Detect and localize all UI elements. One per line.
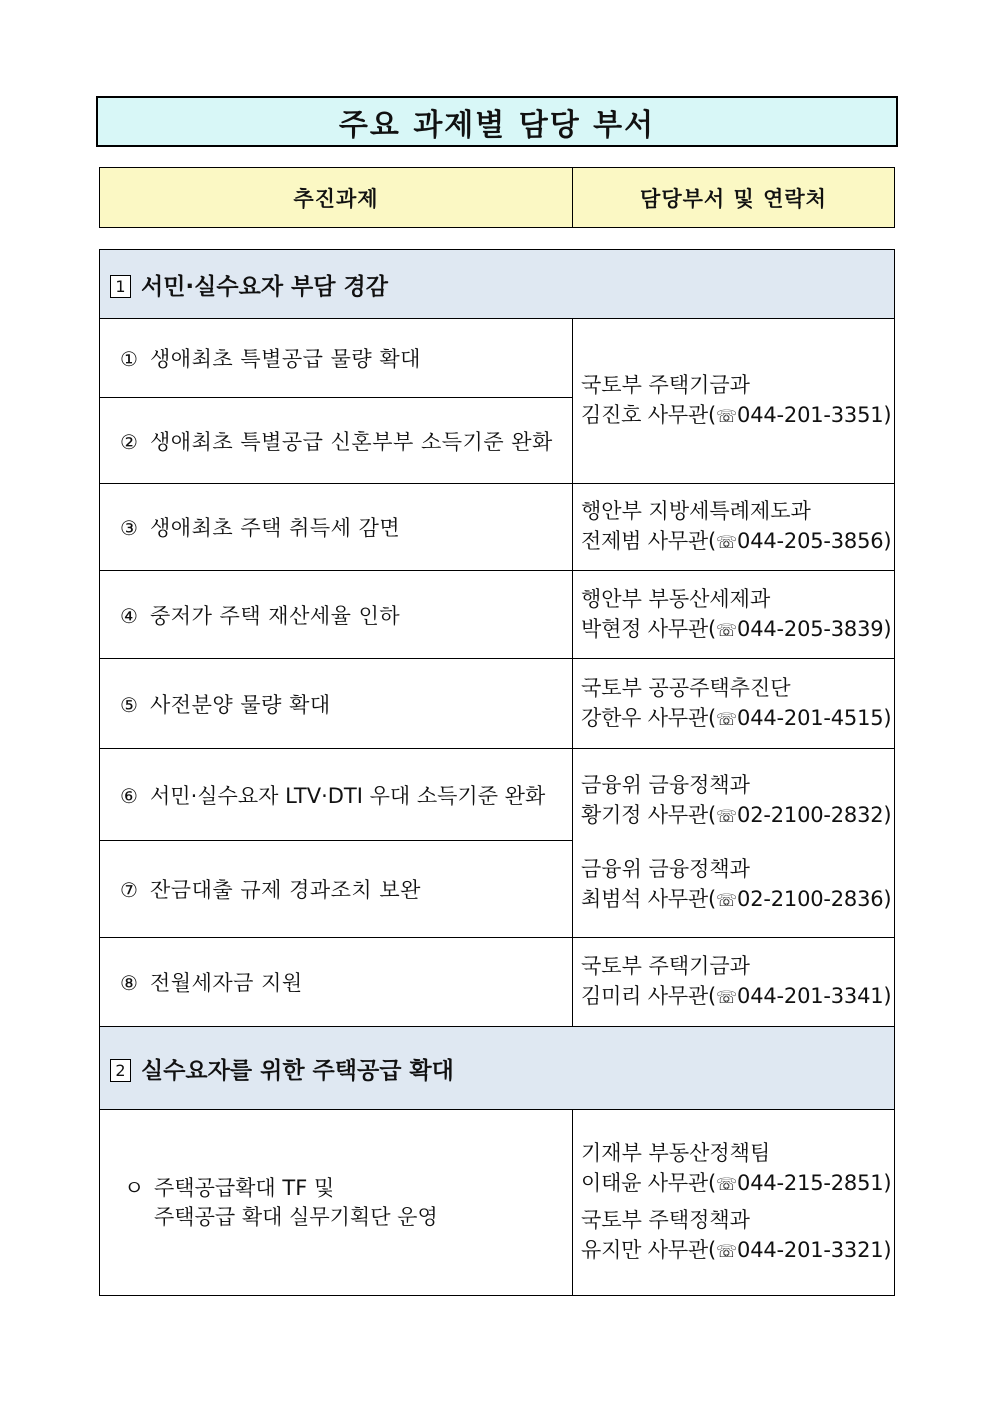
contact-dept: 국토부 공공주택추진단: [581, 675, 791, 700]
task-cell: [100, 659, 573, 749]
contact-phone: 044-205-3856): [737, 529, 892, 553]
phone-icon: ☏: [715, 407, 738, 427]
phone-icon: ☏: [715, 891, 738, 911]
task-cell: [100, 938, 573, 1027]
task-marker: ⑧: [120, 971, 139, 995]
table-row: [100, 319, 895, 398]
contact-cell: [573, 938, 895, 1027]
task-cell: [100, 841, 573, 938]
contact-dept: 행안부 부동산세제과: [581, 586, 771, 611]
section-row-2: [100, 1027, 895, 1110]
table-row: [100, 659, 895, 749]
contact-gap: [581, 832, 894, 854]
contact-cell: [573, 319, 895, 484]
task-text: 생애최초 특별공급 물량 확대: [150, 347, 421, 371]
table-row: [100, 571, 895, 659]
contact-dept: 행안부 지방세특례제도과: [581, 499, 811, 523]
contact-dept: 금융위 금융정책과: [581, 773, 750, 797]
table-row: [100, 1110, 895, 1296]
header-task: 추진과제: [100, 168, 573, 228]
task-text: 중저가 주택 재산세율 인하: [150, 603, 401, 628]
contact-person: 김진호 사무관(☏044-201-3351): [581, 403, 892, 427]
section-number-box: 2: [110, 1059, 131, 1082]
task-cell: [100, 484, 573, 571]
task-marker: ⑥: [120, 783, 138, 808]
contact-phone: 044-215-2851): [737, 1171, 892, 1195]
page-title: 주요 과제별 담당 부서: [96, 96, 898, 147]
task-marker: ⑦: [120, 878, 139, 902]
task-text: 사전분양 물량 확대: [150, 692, 331, 717]
contact-person: 황기정 사무관(☏02-2100-2832): [581, 803, 892, 827]
contact-phone: 044-201-3341): [737, 984, 892, 1008]
contact-dept: 국토부 주택기금과: [581, 954, 750, 978]
contact-person: 최범석 사무관(☏02-2100-2836): [581, 887, 892, 911]
contact-cell: [573, 749, 895, 938]
table-row: [100, 938, 895, 1027]
contact-person: 이태윤 사무관(☏044-215-2851): [581, 1171, 892, 1195]
contact-cell: [573, 1110, 895, 1296]
contact-person: 김미리 사무관(☏044-201-3341): [581, 984, 892, 1008]
section-header-2: [100, 1027, 895, 1110]
phone-icon: ☏: [715, 1242, 738, 1262]
task-text: 생애최초 특별공급 신혼부부 소득기준 완화: [150, 429, 553, 454]
task-cell: [100, 319, 573, 398]
contact-person: 강한우 사무관(☏044-201-4515): [581, 705, 892, 730]
task-text: 잔금대출 규제 경과조치 보완: [150, 878, 421, 902]
contact-cell: [573, 659, 895, 749]
contact-dept: 국토부 주택정책과: [581, 1208, 750, 1232]
task-marker: ①: [120, 347, 139, 371]
contact-phone: 044-205-3839): [737, 616, 892, 641]
task-marker: ②: [120, 429, 139, 454]
contact-phone: 044-201-3351): [737, 403, 892, 427]
task-marker: ④: [120, 603, 139, 628]
task-cell: [100, 1110, 573, 1296]
contact-person: 박현정 사무관(☏044-205-3839): [581, 616, 892, 641]
column-header-table: [99, 167, 895, 228]
column-header-row: [100, 168, 895, 228]
phone-icon: ☏: [715, 709, 738, 730]
contact-cell: [573, 484, 895, 571]
section-header-1: [100, 250, 895, 319]
task-cell: [100, 571, 573, 659]
header-contact: 담당부서 및 연락처: [573, 168, 895, 228]
contact-person: 전제범 사무관(☏044-205-3856): [581, 529, 892, 553]
phone-icon: ☏: [715, 533, 738, 553]
contact-dept: 국토부 주택기금과: [581, 373, 750, 397]
contact-dept: 기재부 부동산정책팀: [581, 1141, 771, 1165]
task-text-line1: 주택공급확대 TF 및: [154, 1175, 335, 1200]
section-title: 서민·실수요자 부담 경감: [141, 273, 388, 300]
phone-icon: ☏: [715, 988, 738, 1008]
task-text: 서민·실수요자 LTV·DTI 우대 소득기준 완화: [150, 783, 546, 808]
contact-phone: 044-201-3321): [737, 1238, 892, 1262]
task-text: 생애최초 주택 취득세 감면: [150, 516, 401, 540]
contact-phone: 044-201-4515): [737, 705, 892, 730]
contact-cell: [573, 571, 895, 659]
phone-icon: ☏: [715, 620, 738, 641]
task-table: [99, 249, 895, 1296]
task-text-line2: 주택공급 확대 실무기획단 운영: [154, 1204, 438, 1229]
contact-dept: 금융위 금융정책과: [581, 857, 750, 881]
table-row: [100, 749, 895, 841]
contact-person: 유지만 사무관(☏044-201-3321): [581, 1238, 892, 1262]
section-number-box: 1: [110, 275, 131, 298]
bullet-marker: ㅇ: [124, 1175, 145, 1200]
section-title: 실수요자를 위한 주택공급 확대: [141, 1057, 454, 1084]
phone-icon: ☏: [715, 1175, 738, 1195]
contact-phone: 02-2100-2832): [737, 803, 892, 827]
phone-icon: ☏: [715, 807, 738, 827]
task-marker: ③: [120, 516, 139, 540]
task-text: 전월세자금 지원: [150, 971, 303, 995]
table-row: [100, 484, 895, 571]
task-cell: [100, 398, 573, 484]
section-row-1: [100, 250, 895, 319]
contact-phone: 02-2100-2836): [737, 887, 892, 911]
task-cell: [100, 749, 573, 841]
task-marker: ⑤: [120, 692, 139, 717]
